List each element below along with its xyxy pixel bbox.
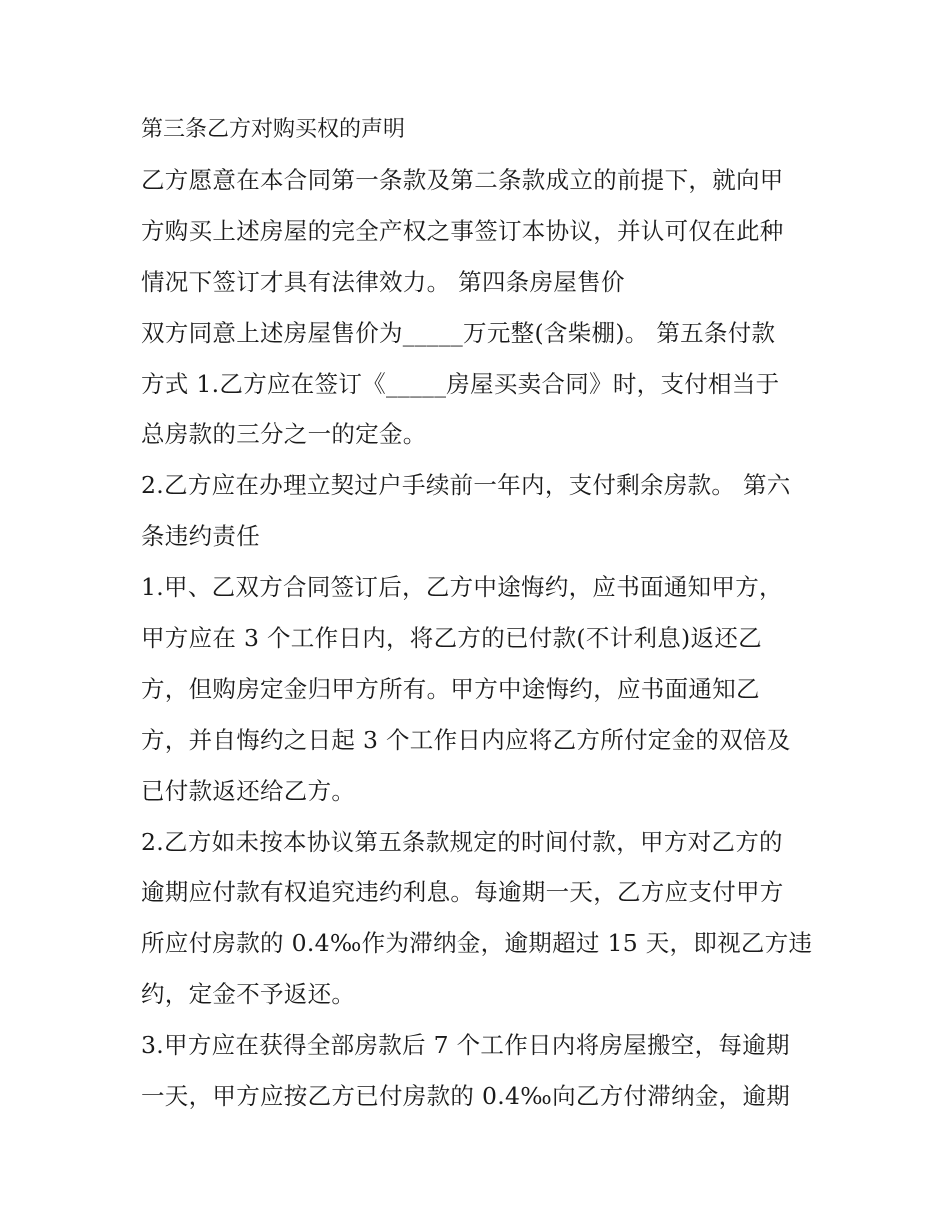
- text-line: 乙方愿意在本合同第一条款及第二条款成立的前提下，就向甲: [141, 166, 784, 194]
- text-line: 甲方应在 3 个工作日内，将乙方的已付款(不计利息)返还乙: [141, 624, 762, 653]
- text-line: 方式 1.乙方应在签订《_____房屋买卖合同》时，支付相当于: [141, 369, 780, 398]
- text-line: 总房款的三分之一的定金。: [141, 420, 427, 449]
- text-line: 1.甲、乙双方合同签订后，乙方中途悔约，应书面通知甲方，: [141, 573, 783, 602]
- text-line: 方，并自悔约之日起 3 个工作日内应将乙方所付定金的双倍及: [141, 725, 791, 754]
- text-line: 情况下签订才具有法律效力。 第四条房屋售价: [141, 267, 625, 296]
- text-line: 约，定金不予返还。: [141, 980, 356, 1009]
- document-body: [141, 105, 831, 1122]
- text-line: 2.乙方如未按本协议第五条款规定的时间付款，甲方对乙方的: [141, 827, 783, 856]
- text-line: 方购买上述房屋的完全产权之事签订本协议，并认可仅在此种: [141, 216, 784, 245]
- text-line: 一天，甲方应按乙方已付房款的 0.4‰向乙方付滞纳金，逾期: [141, 1082, 791, 1111]
- text-line: 条违约责任: [141, 522, 260, 551]
- text-line: 3.甲方应在获得全部房款后 7 个工作日内将房屋搬空，每逾期: [141, 1031, 790, 1060]
- article-heading: 第三条乙方对购买权的声明: [141, 117, 406, 142]
- text-line: 方，但购房定金归甲方所有。甲方中途悔约，应书面通知乙: [141, 674, 760, 703]
- text-line: 已付款返还给乙方。: [141, 776, 356, 805]
- text-line: 双方同意上述房屋售价为_____万元整(含柴棚)。 第五条付款: [141, 318, 776, 347]
- text-line: 逾期应付款有权追究违约利息。每逾期一天，乙方应支付甲方: [141, 878, 784, 907]
- text-line: 2.乙方应在办理立契过户手续前一年内，支付剩余房款。 第六: [141, 471, 791, 500]
- text-line: 所应付房款的 0.4‰作为滞纳金，逾期超过 15 天，即视乙方违: [141, 929, 813, 958]
